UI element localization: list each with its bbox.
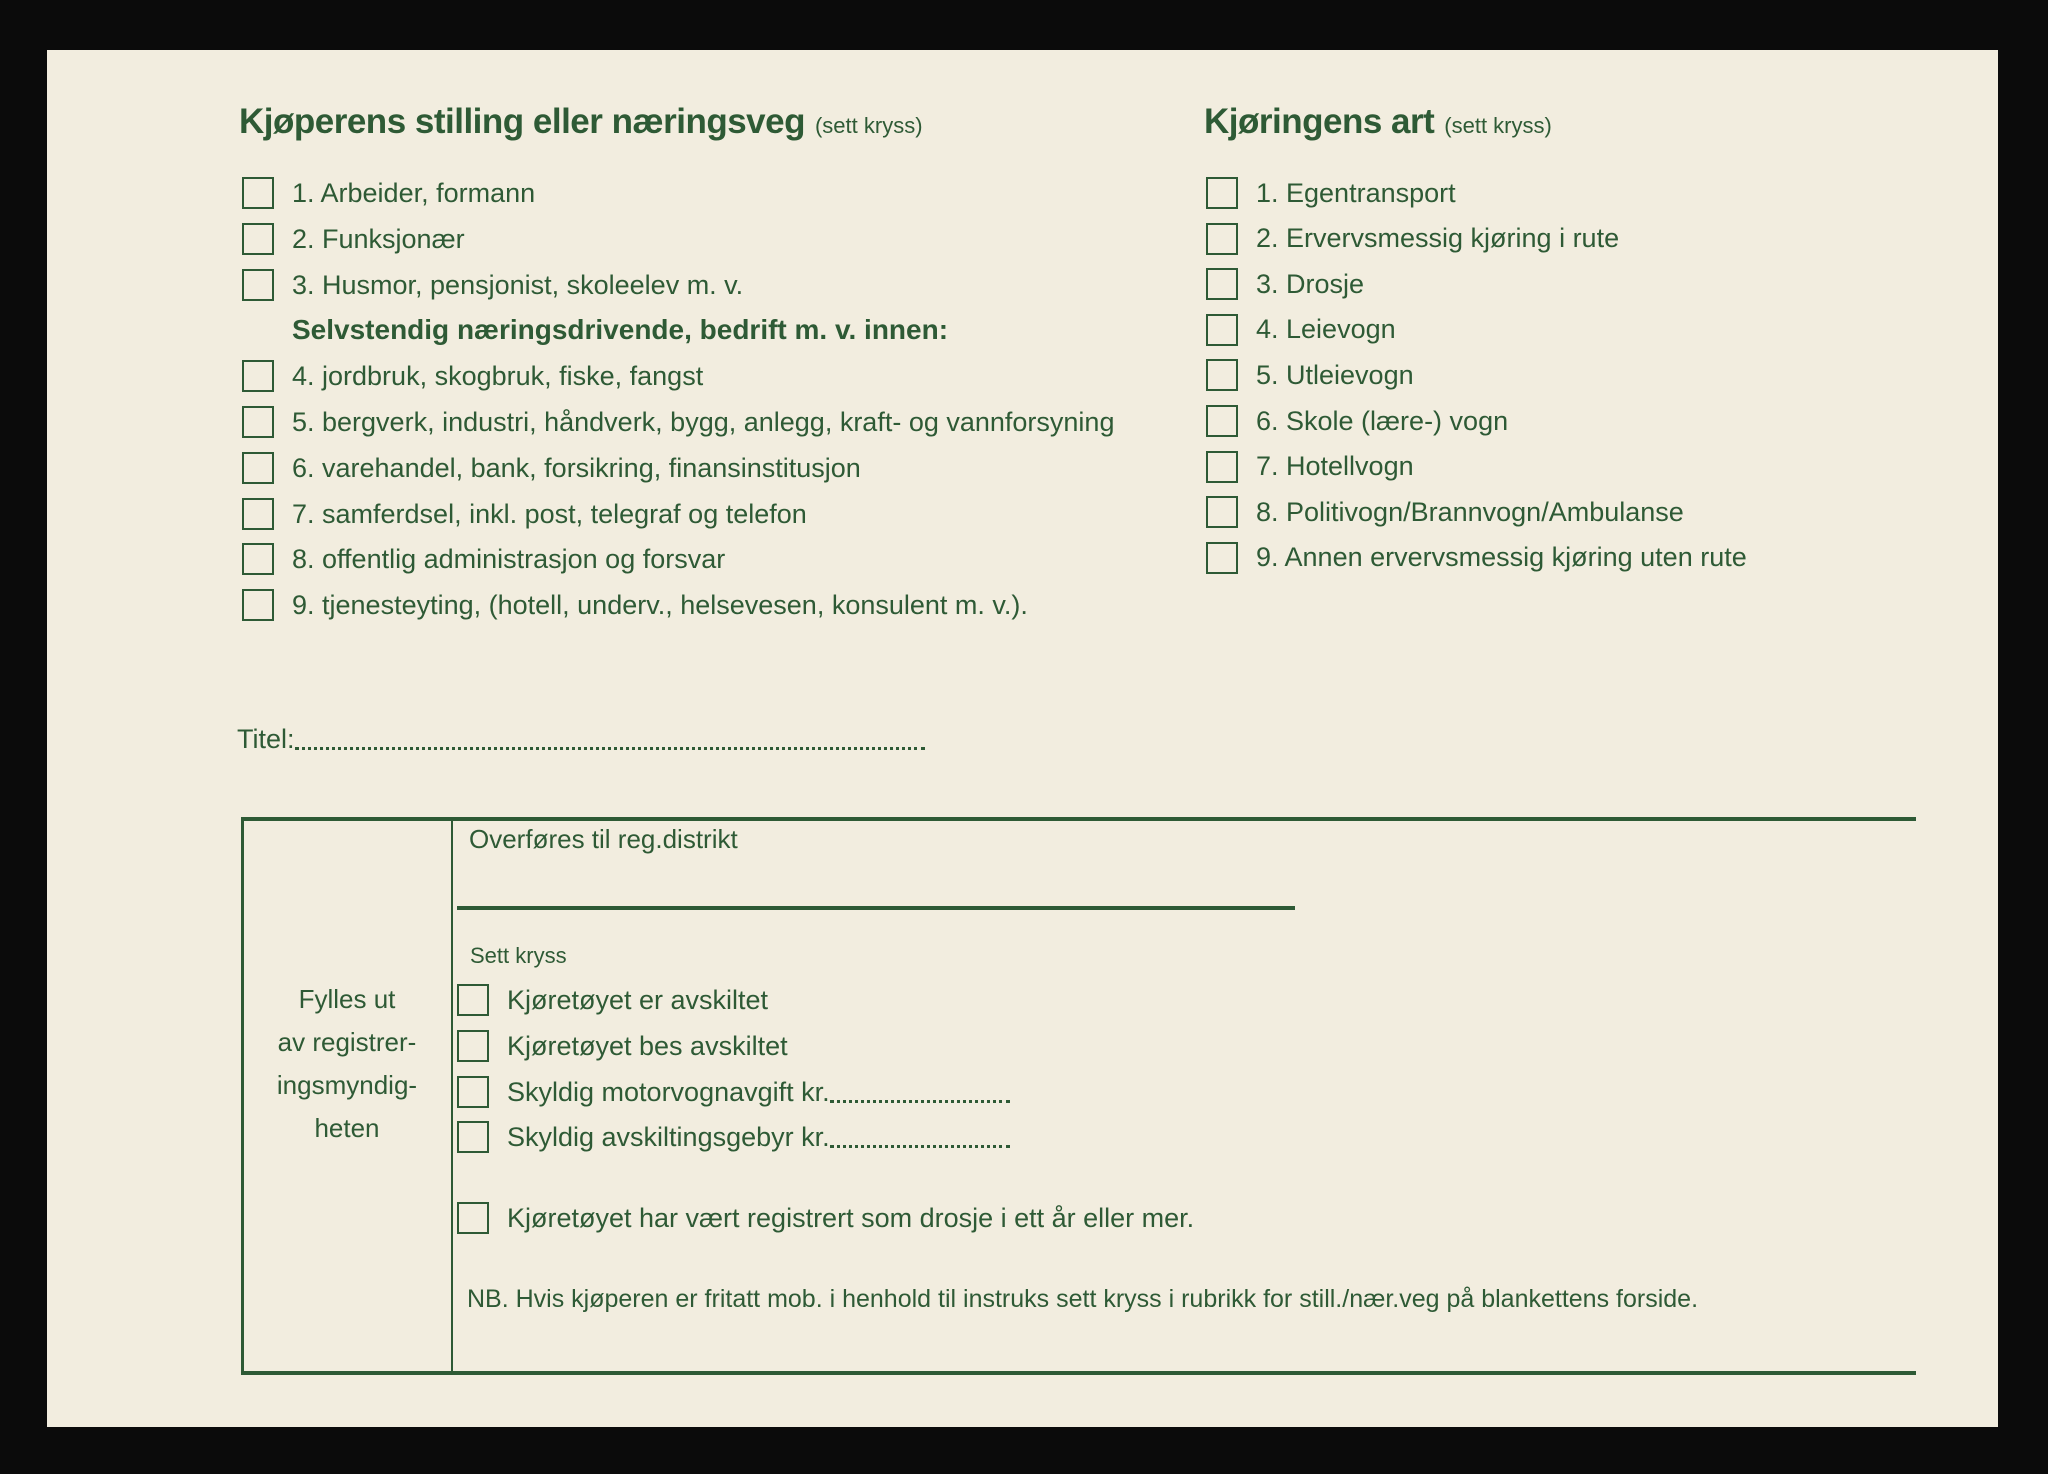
checkbox[interactable]: [457, 1076, 489, 1108]
option-label: 6. Skole (lære-) vogn: [1256, 405, 1509, 436]
checkbox[interactable]: [242, 360, 274, 392]
checkbox[interactable]: [457, 1030, 489, 1062]
transfer-district-line[interactable]: [457, 906, 1295, 910]
option-label: 5. Utleievogn: [1256, 359, 1414, 390]
checkbox-option[interactable]: [242, 177, 535, 209]
checkbox-option[interactable]: [242, 406, 1114, 438]
checkbox-option[interactable]: [457, 1121, 1010, 1153]
heading-hint: (sett kryss): [1444, 113, 1552, 138]
registrar-label: Fylles ut av registrer- ingsmyndig- heten: [276, 984, 418, 1143]
option-label: 2. Ervervsmessig kjøring i rute: [1256, 223, 1620, 254]
checkbox-option[interactable]: [242, 223, 465, 255]
option-label: 7. samferdsel, inkl. post, telegraf og telefon: [292, 498, 807, 529]
amount-dotted-line[interactable]: [830, 1082, 1010, 1103]
option-label: 9. tjenesteyting, (hotell, underv., helsevesen, konsulent m. v.).: [292, 589, 1028, 620]
checkbox-option[interactable]: [1206, 405, 1508, 437]
check-hint: Sett kryss: [470, 943, 567, 968]
note-text: NB. Hvis kjøperen er fritatt mob. i henhold til instruks sett kryss i rubrikk for still./nær.veg på blankettens forside.: [467, 1285, 1699, 1313]
option-label: 3. Drosje: [1256, 268, 1365, 299]
checkbox[interactable]: [1206, 496, 1238, 528]
transfer-label: Overføres til reg.distrikt: [469, 824, 738, 854]
option-label: Kjøretøyet er avskiltet: [507, 984, 769, 1015]
box-top-rule: [242, 817, 1916, 821]
option-label: Skyldig motorvognavgift kr.: [507, 1076, 830, 1107]
option-label: 6. varehandel, bank, forsikring, finansinstitusjon: [292, 452, 861, 483]
checkbox[interactable]: [457, 1121, 489, 1153]
box-divider: [451, 821, 453, 1371]
checkbox-option[interactable]: [242, 543, 725, 575]
subheading: [242, 314, 948, 346]
option-label: 8. Politivogn/Brannvogn/Ambulanse: [1256, 496, 1684, 527]
taxi-check-row[interactable]: Kjøretøyet har vært registrert som drosje i ett år eller mer.: [457, 1202, 1194, 1234]
checkbox-option[interactable]: [457, 1076, 1010, 1108]
checkbox-option[interactable]: [1206, 268, 1364, 300]
checkbox-option[interactable]: [1206, 542, 1747, 574]
option-label: Kjøretøyet bes avskiltet: [507, 1030, 788, 1061]
checkbox-option[interactable]: [242, 269, 743, 301]
checkbox[interactable]: [457, 1202, 489, 1234]
option-label: 7. Hotellvogn: [1256, 451, 1414, 482]
option-label: Selvstendig næringsdrivende, bedrift m. v. innen:: [292, 314, 949, 345]
driving-type-heading: Kjøringens art (sett kryss): [1204, 102, 1552, 141]
checkbox[interactable]: [1206, 223, 1238, 255]
checkbox[interactable]: [242, 452, 274, 484]
checkbox[interactable]: [242, 589, 274, 621]
checkbox-option[interactable]: [1206, 496, 1684, 528]
option-label: 8. offentlig administrasjon og forsvar: [292, 543, 726, 574]
box-left-rule: [241, 817, 244, 1375]
checkbox[interactable]: [242, 543, 274, 575]
option-label: 4. Leievogn: [1256, 314, 1396, 345]
buyer-occupation-heading: Kjøperens stilling eller næringsveg (sett kryss): [239, 102, 923, 141]
checkbox[interactable]: [242, 269, 274, 301]
option-label: 5. bergverk, industri, håndverk, bygg, anlegg, kraft- og vannforsyning: [292, 406, 1115, 437]
title-dotted-line[interactable]: [295, 729, 925, 750]
amount-dotted-line[interactable]: [830, 1127, 1010, 1148]
option-label: Skyldig avskiltingsgebyr kr.: [507, 1121, 830, 1152]
checkbox-option[interactable]: [457, 1030, 788, 1062]
checkbox[interactable]: [242, 406, 274, 438]
option-label: 4. jordbruk, skogbruk, fiske, fangst: [292, 360, 704, 391]
checkbox-option[interactable]: [1206, 451, 1414, 483]
box-bottom-rule: [242, 1371, 1916, 1375]
checkbox[interactable]: [1206, 405, 1238, 437]
checkbox[interactable]: [1206, 451, 1238, 483]
checkbox-option[interactable]: [1206, 314, 1396, 346]
option-label: 1. Arbeider, formann: [292, 177, 536, 208]
checkbox-option[interactable]: [242, 498, 807, 530]
checkbox[interactable]: [1206, 177, 1238, 209]
checkbox[interactable]: [242, 498, 274, 530]
checkbox-option[interactable]: [242, 452, 861, 484]
checkbox-option[interactable]: [242, 589, 1028, 621]
option-label: 2. Funksjonær: [292, 223, 465, 254]
checkbox[interactable]: [1206, 359, 1238, 391]
option-label: 3. Husmor, pensjonist, skoleelev m. v.: [292, 269, 744, 300]
checkbox-option[interactable]: [1206, 177, 1456, 209]
checkbox[interactable]: [242, 177, 274, 209]
option-label: 9. Annen ervervsmessig kjøring uten rute: [1256, 542, 1747, 573]
checkbox-option[interactable]: [1206, 223, 1619, 255]
checkbox[interactable]: [1206, 542, 1238, 574]
title-field[interactable]: Titel:: [237, 724, 925, 755]
checkbox-option[interactable]: [457, 984, 768, 1016]
checkbox[interactable]: [457, 984, 489, 1016]
checkbox-option[interactable]: [242, 360, 703, 392]
option-label: 1. Egentransport: [1256, 177, 1456, 208]
checkbox[interactable]: [1206, 268, 1238, 300]
heading-hint: (sett kryss): [814, 113, 923, 138]
checkbox-option[interactable]: [1206, 359, 1414, 391]
checkbox[interactable]: [242, 223, 274, 255]
checkbox[interactable]: [1206, 314, 1238, 346]
